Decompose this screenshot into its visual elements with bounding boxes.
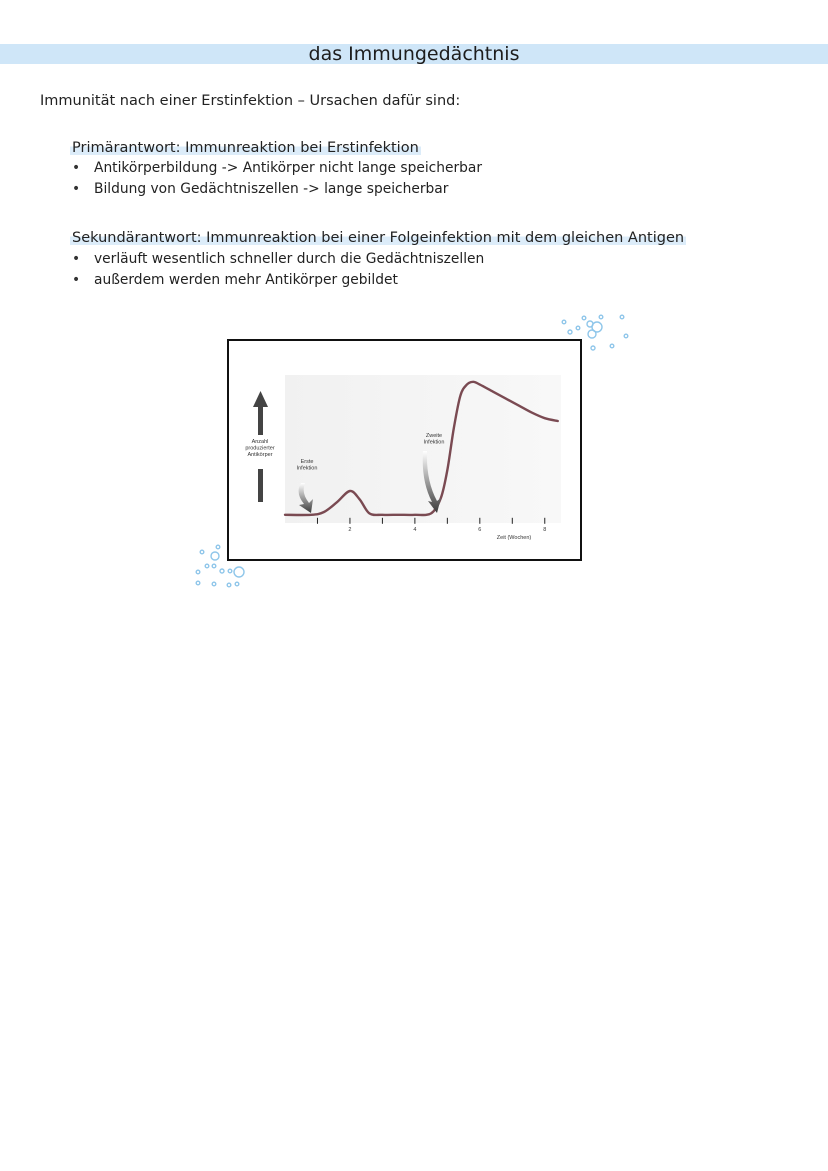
list-item: • verläuft wesentlich schneller durch die Gedächtniszellen bbox=[70, 249, 484, 270]
list-item: • außerdem werden mehr Antikörper gebildet bbox=[70, 270, 484, 291]
primary-list bbox=[70, 158, 482, 200]
label-line: produzierter bbox=[245, 445, 275, 452]
primary-heading bbox=[70, 138, 421, 158]
x-tick-label: 8 bbox=[543, 526, 547, 533]
label-line: Zweite bbox=[425, 433, 443, 439]
secondary-heading-text: Sekundärantwort: Immunreaktion bei einer Folgeinfektion mit dem gleichen Antigen bbox=[72, 230, 685, 246]
second-infection-label bbox=[424, 433, 445, 446]
label-line: Erste bbox=[300, 459, 314, 465]
chart-background bbox=[285, 375, 561, 523]
x-tick-label: 2 bbox=[348, 526, 352, 533]
label-line: Infektion bbox=[423, 439, 445, 446]
secondary-list bbox=[70, 249, 484, 291]
y-axis-label bbox=[245, 439, 275, 458]
label-line: Antikörper bbox=[247, 452, 273, 458]
label-line: Infektion bbox=[296, 465, 318, 472]
list-item: • Antikörperbildung -> Antikörper nicht lange speicherbar bbox=[70, 158, 482, 179]
antibody-chart-figure bbox=[227, 339, 582, 561]
x-tick-label: 4 bbox=[413, 526, 417, 533]
label-line: Anzahl bbox=[251, 439, 269, 445]
page-title: das Immungedächtnis bbox=[308, 43, 520, 65]
x-axis-label: Zeit (Wochen) bbox=[496, 535, 532, 541]
list-item: • Bildung von Gedächtniszellen -> lange speicherbar bbox=[70, 179, 482, 200]
x-tick-label: 6 bbox=[478, 526, 482, 533]
primary-heading-text: Primärantwort: Immunreaktion bei Erstinfektion bbox=[72, 140, 419, 156]
antibody-chart bbox=[229, 341, 580, 559]
secondary-heading bbox=[70, 228, 686, 248]
intro-text: Immunität nach einer Erstinfektion – Ursachen dafür sind: bbox=[40, 93, 461, 109]
